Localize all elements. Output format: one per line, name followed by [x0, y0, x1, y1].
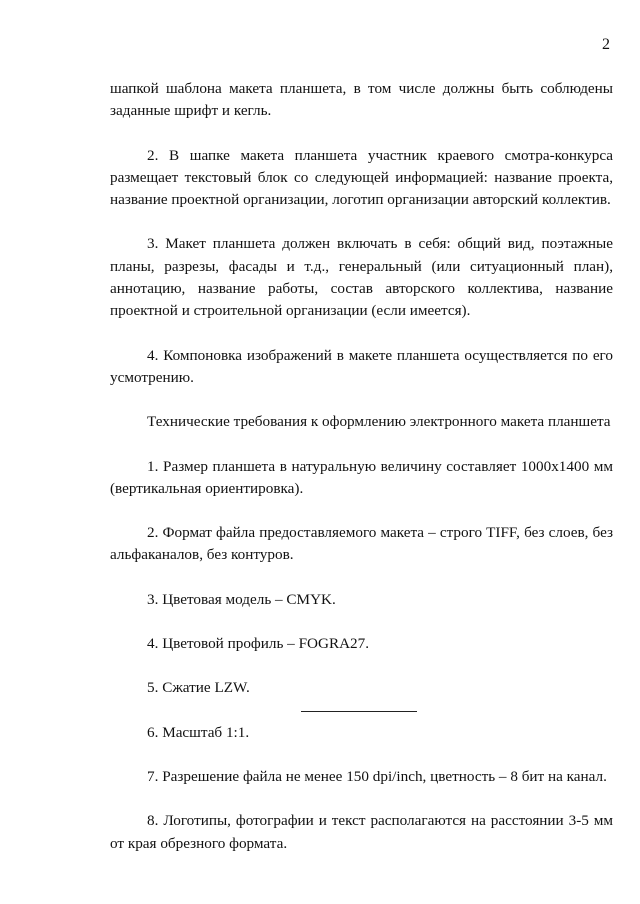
requirement-1: [110, 456, 613, 501]
text-line: 2. В шапке макета планшета участник краевого смотра-конкурса: [147, 146, 613, 164]
requirement-4: 4. Цветовой профиль – FOGRA27.: [147, 635, 370, 653]
requirement-3: 3. Цветовая модель – CMYK.: [147, 590, 336, 608]
paragraph-item-4: [110, 345, 613, 390]
document-body: [110, 78, 613, 877]
requirement-5: 5. Сжатие LZW.: [147, 679, 250, 697]
text-line: шапкой шаблона макета планшета, в том числе должны быть соблюдены: [110, 80, 613, 97]
text-line: (вертикальная ориентировка).: [110, 479, 304, 497]
paragraph-item-2: [110, 145, 613, 212]
text-line: усмотрению.: [110, 368, 194, 386]
section-heading: Технические требования к оформлению электронного макета планшета: [147, 413, 611, 431]
text-line: 3. Макет планшета должен включать в себя: общий вид, поэтажные: [147, 235, 613, 253]
paragraph-item-3: [110, 233, 613, 322]
requirement-7: 7. Разрешение файла не менее 150 dpi/inch, цветность – 8 бит на канал.: [147, 767, 607, 785]
text-line: проектной и строительной организации (если имеется).: [110, 302, 471, 320]
text-line: аннотацию, название работы, состав авторского коллектива, название: [110, 280, 613, 298]
text-line: альфаканалов, без контуров.: [110, 546, 294, 564]
text-line: 8. Логотипы, фотографии и текст располагаются на расстоянии 3-5 мм: [147, 812, 613, 830]
end-separator-line: [301, 711, 417, 712]
requirement-6: 6. Масштаб 1:1.: [147, 723, 250, 741]
text-line: размещает текстовый блок со следующей информацией: название проекта,: [110, 168, 613, 186]
text-line: 1. Размер планшета в натуральную величину составляет 1000х1400 мм: [147, 457, 613, 475]
text-line: заданные шрифт и кегль.: [110, 102, 272, 120]
page-number: 2: [602, 36, 610, 53]
text-line: название проектной организации, логотип организации авторский коллектив.: [110, 191, 611, 209]
text-line: 2. Формат файла предоставляемого макета – строго TIFF, без слоев, без: [147, 524, 613, 542]
text-line: 4. Компоновка изображений в макете планшета осуществляется по его: [147, 346, 613, 364]
requirement-8: [110, 810, 613, 855]
text-line: от края обрезного формата.: [110, 834, 288, 852]
paragraph-template-continuation: [110, 78, 613, 123]
text-line: планы, разрезы, фасады и т.д., генеральный (или ситуационный план),: [110, 257, 613, 275]
requirement-2: [110, 522, 613, 567]
